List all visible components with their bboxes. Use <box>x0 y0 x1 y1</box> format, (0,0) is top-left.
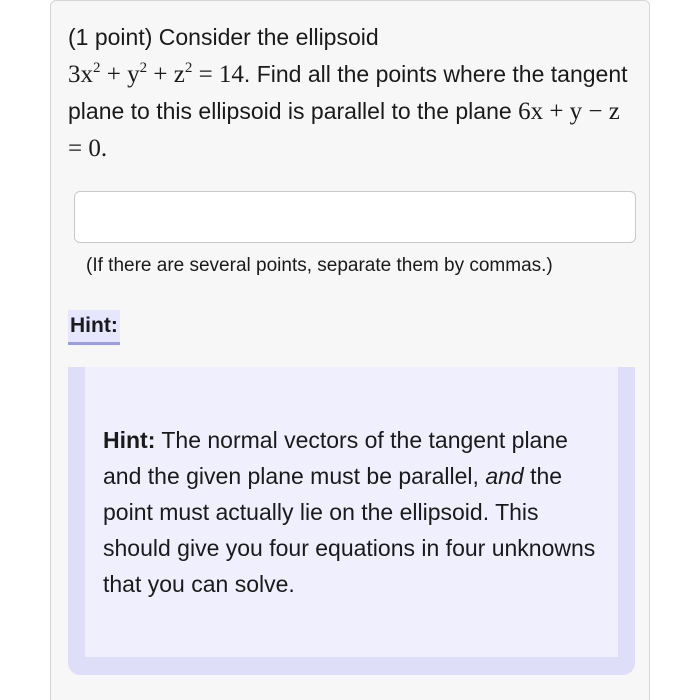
eq-exp-1: 2 <box>93 60 101 76</box>
hint-text-part1: The normal vectors of the tangent plane and the given plane must be parallel, <box>103 427 568 489</box>
hint-toggle-link[interactable]: Hint: <box>68 310 120 345</box>
eq-exp-2: 2 <box>139 60 148 76</box>
question-intro: (1 point) Consider the ellipsoid <box>68 24 379 50</box>
question-text <box>68 19 638 167</box>
question-find-text: . Find all the points where the tangent plane to this ellipsoid is parallel to the plane <box>68 61 628 124</box>
hint-text-emphasis: and <box>485 463 524 489</box>
eq-term-4: = 14 <box>192 61 244 88</box>
hint-text <box>103 422 603 602</box>
eq-term-2: + y <box>100 61 140 88</box>
eq-exp-3: 2 <box>184 60 193 76</box>
eq-term-3: + z <box>147 61 185 88</box>
eq-term-1: 3x <box>68 61 93 88</box>
question-end: . <box>100 135 108 162</box>
answer-input[interactable] <box>74 191 636 243</box>
plane-equation: 6x + y − z = 0 <box>68 98 620 162</box>
hint-label: Hint: <box>103 427 156 453</box>
answer-note: (If there are several points, separate them by commas.) <box>86 255 553 276</box>
ellipsoid-equation <box>68 61 244 88</box>
problem-card <box>50 0 650 700</box>
hint-box <box>68 367 635 675</box>
hint-text-part2: the point must actually lie on the ellipsoid. This should give you four equations in four unknowns that you can solve. <box>103 463 596 597</box>
hint-content <box>85 367 618 657</box>
